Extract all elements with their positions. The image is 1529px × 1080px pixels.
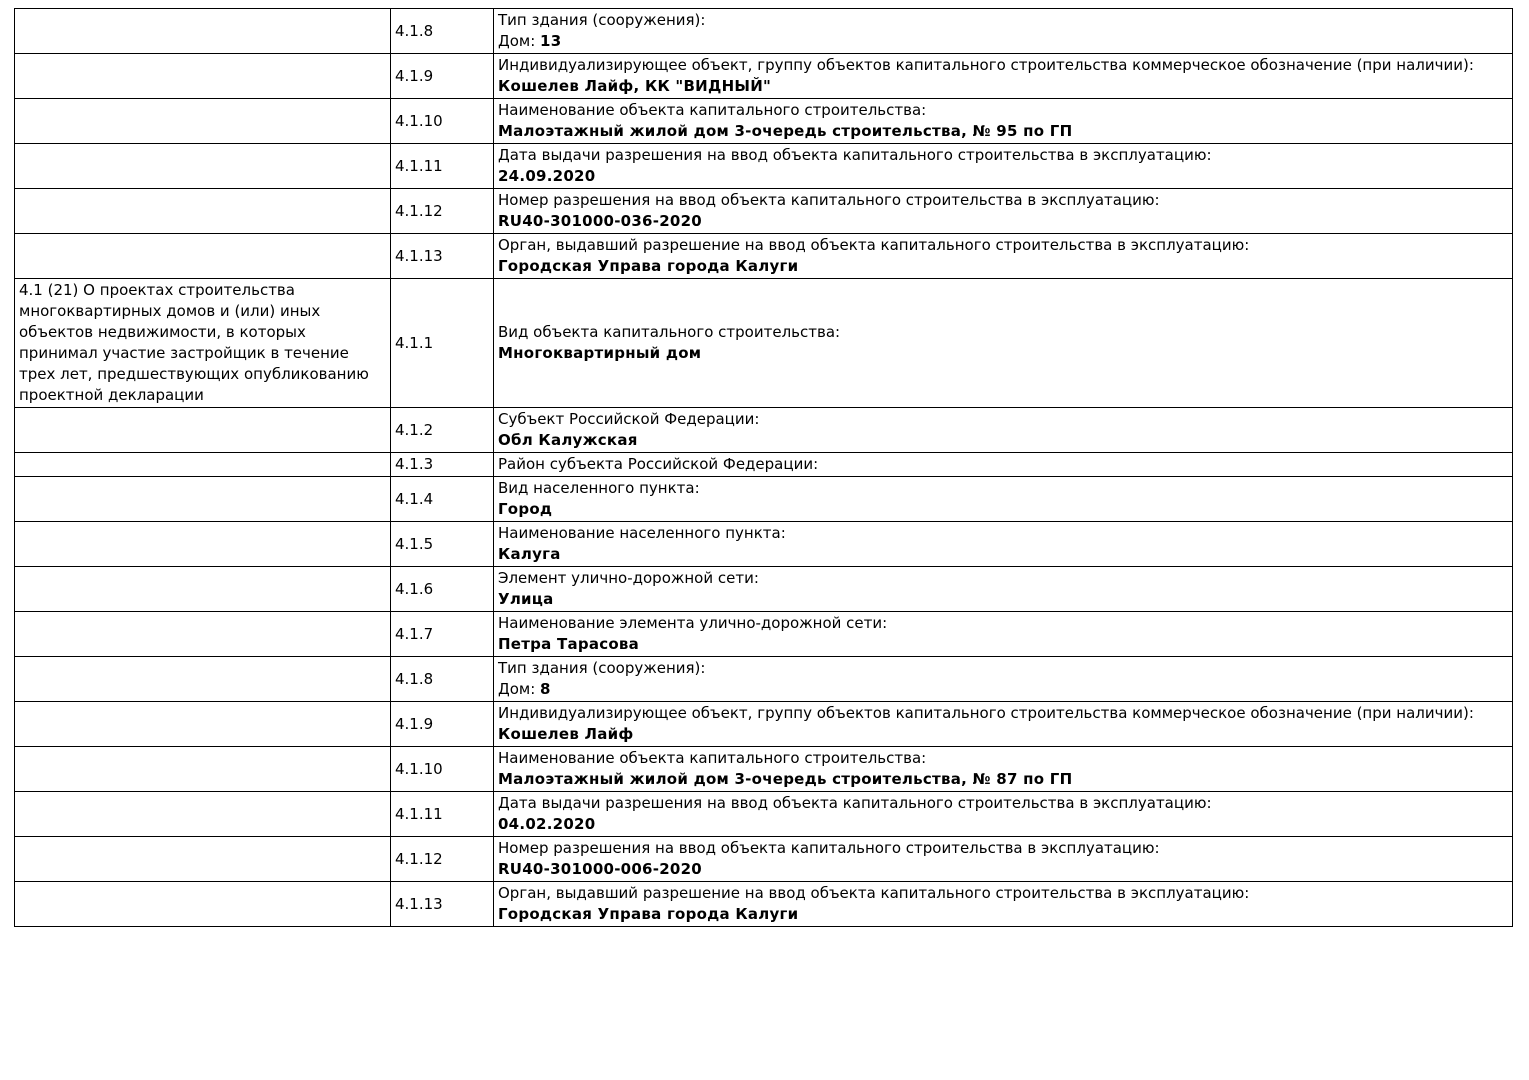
declaration-table	[14, 8, 1513, 927]
item-number-cell	[391, 612, 494, 657]
field-value: Улица	[498, 590, 554, 608]
item-number: 4.1.6	[395, 579, 434, 598]
section-cell	[15, 9, 391, 54]
field-value-line	[498, 76, 1508, 97]
field-value: Обл Калужская	[498, 431, 638, 449]
field-cell	[494, 453, 1513, 477]
table-row	[15, 612, 1513, 657]
table-row	[15, 702, 1513, 747]
item-number-cell	[391, 657, 494, 702]
field-label: Номер разрешения на ввод объекта капитального строительства в эксплуатацию:	[498, 839, 1160, 857]
field-label: Вид населенного пункта:	[498, 479, 700, 497]
field-cell	[494, 54, 1513, 99]
field-label: Наименование населенного пункта:	[498, 524, 786, 542]
item-number: 4.1.10	[395, 759, 443, 778]
item-number-cell	[391, 279, 494, 408]
item-number-cell	[391, 747, 494, 792]
field-cell	[494, 189, 1513, 234]
field-value: Городская Управа города Калуги	[498, 257, 799, 275]
item-number-cell	[391, 9, 494, 54]
item-number-cell	[391, 408, 494, 453]
field-cell	[494, 99, 1513, 144]
section-cell	[15, 189, 391, 234]
table-row	[15, 234, 1513, 279]
section-label: 4.1 (21) О проектах строительства многоквартирных домов и (или) иных объектов недвижимости, в которых принимал участие застройщик в течение трех лет, предшествующих опубликованию проектной декларации	[19, 281, 369, 404]
section-cell	[15, 837, 391, 882]
field-value: Кошелев Лайф, КК "ВИДНЫЙ"	[498, 77, 772, 95]
item-number-cell	[391, 234, 494, 279]
section-cell	[15, 144, 391, 189]
item-number: 4.1.7	[395, 624, 434, 643]
section-cell	[15, 477, 391, 522]
field-value: Калуга	[498, 545, 561, 563]
table-row	[15, 657, 1513, 702]
field-value: Малоэтажный жилой дом 3-очередь строительства, № 95 по ГП	[498, 122, 1073, 140]
item-number-cell	[391, 567, 494, 612]
field-value: Город	[498, 500, 553, 518]
table-row	[15, 189, 1513, 234]
section-cell	[15, 54, 391, 99]
item-number-cell	[391, 522, 494, 567]
field-cell	[494, 9, 1513, 54]
table-row	[15, 54, 1513, 99]
field-value-line	[498, 499, 1508, 520]
field-label: Тип здания (сооружения):	[498, 11, 706, 29]
section-cell	[15, 453, 391, 477]
field-value-line	[498, 769, 1508, 790]
field-value-line	[498, 256, 1508, 277]
item-number-cell	[391, 54, 494, 99]
item-number: 4.1.2	[395, 420, 434, 439]
field-value-line	[498, 31, 1508, 52]
table-row	[15, 477, 1513, 522]
field-cell	[494, 279, 1513, 408]
field-cell	[494, 837, 1513, 882]
field-label: Наименование элемента улично-дорожной сети:	[498, 614, 888, 632]
field-value: 13	[540, 32, 562, 50]
item-number: 4.1.9	[395, 66, 434, 85]
item-number: 4.1.11	[395, 156, 443, 175]
field-value: RU40-301000-036-2020	[498, 212, 702, 230]
field-label: Наименование объекта капитального строительства:	[498, 749, 927, 767]
item-number: 4.1.3	[395, 455, 434, 473]
section-cell	[15, 882, 391, 927]
table-row	[15, 747, 1513, 792]
item-number-cell	[391, 882, 494, 927]
table-row	[15, 279, 1513, 408]
field-cell	[494, 522, 1513, 567]
field-value-line	[498, 904, 1508, 925]
field-cell	[494, 882, 1513, 927]
field-value-line	[498, 634, 1508, 655]
field-value-prefix: Дом:	[498, 32, 541, 50]
section-cell	[15, 702, 391, 747]
field-label: Индивидуализирующее объект, группу объектов капитального строительства коммерческое обозначение (при наличии):	[498, 704, 1474, 722]
item-number: 4.1.1	[395, 333, 434, 352]
field-cell	[494, 612, 1513, 657]
table-row	[15, 453, 1513, 477]
item-number-cell	[391, 99, 494, 144]
item-number-cell	[391, 453, 494, 477]
item-number: 4.1.10	[395, 111, 443, 130]
item-number: 4.1.12	[395, 849, 443, 868]
field-value: Петра Тарасова	[498, 635, 640, 653]
item-number: 4.1.8	[395, 21, 434, 40]
field-label: Дата выдачи разрешения на ввод объекта капитального строительства в эксплуатацию:	[498, 794, 1212, 812]
table-row	[15, 792, 1513, 837]
item-number: 4.1.13	[395, 894, 443, 913]
table-row	[15, 144, 1513, 189]
field-cell	[494, 234, 1513, 279]
field-label: Номер разрешения на ввод объекта капитального строительства в эксплуатацию:	[498, 191, 1160, 209]
item-number-cell	[391, 189, 494, 234]
field-value-line	[498, 343, 1508, 364]
field-value-line	[498, 166, 1508, 187]
field-value-line	[498, 679, 1508, 700]
field-value: Многоквартирный дом	[498, 344, 702, 362]
section-cell	[15, 612, 391, 657]
item-number: 4.1.9	[395, 714, 434, 733]
item-number: 4.1.4	[395, 489, 434, 508]
field-cell	[494, 657, 1513, 702]
declaration-table-body	[15, 9, 1513, 927]
field-label: Район субъекта Российской Федерации:	[498, 455, 819, 473]
section-cell	[15, 792, 391, 837]
section-cell	[15, 279, 391, 408]
table-row	[15, 408, 1513, 453]
item-number: 4.1.12	[395, 201, 443, 220]
field-cell	[494, 477, 1513, 522]
section-cell	[15, 657, 391, 702]
field-value-line	[498, 589, 1508, 610]
field-value: RU40-301000-006-2020	[498, 860, 702, 878]
field-cell	[494, 408, 1513, 453]
field-label: Элемент улично-дорожной сети:	[498, 569, 759, 587]
item-number: 4.1.13	[395, 246, 443, 265]
field-label: Тип здания (сооружения):	[498, 659, 706, 677]
field-value: 24.09.2020	[498, 167, 596, 185]
field-value-prefix: Дом:	[498, 680, 541, 698]
item-number-cell	[391, 144, 494, 189]
item-number: 4.1.8	[395, 669, 434, 688]
field-value-line	[498, 121, 1508, 142]
field-label: Дата выдачи разрешения на ввод объекта капитального строительства в эксплуатацию:	[498, 146, 1212, 164]
table-row	[15, 567, 1513, 612]
field-value: 04.02.2020	[498, 815, 596, 833]
section-cell	[15, 567, 391, 612]
field-label: Субъект Российской Федерации:	[498, 410, 760, 428]
section-cell	[15, 99, 391, 144]
item-number: 4.1.5	[395, 534, 434, 553]
field-label: Орган, выдавший разрешение на ввод объекта капитального строительства в эксплуатацию:	[498, 884, 1250, 902]
field-value-line	[498, 430, 1508, 451]
item-number-cell	[391, 477, 494, 522]
section-cell	[15, 747, 391, 792]
section-cell	[15, 522, 391, 567]
field-label: Вид объекта капитального строительства:	[498, 323, 841, 341]
field-value-line	[498, 544, 1508, 565]
section-cell	[15, 234, 391, 279]
field-value: Кошелев Лайф	[498, 725, 634, 743]
field-label: Индивидуализирующее объект, группу объектов капитального строительства коммерческое обозначение (при наличии):	[498, 56, 1474, 74]
table-row	[15, 99, 1513, 144]
item-number-cell	[391, 792, 494, 837]
field-cell	[494, 792, 1513, 837]
field-cell	[494, 567, 1513, 612]
field-cell	[494, 702, 1513, 747]
field-value-line	[498, 814, 1508, 835]
field-value: Малоэтажный жилой дом 3-очередь строительства, № 87 по ГП	[498, 770, 1073, 788]
field-cell	[494, 144, 1513, 189]
section-cell	[15, 408, 391, 453]
table-row	[15, 9, 1513, 54]
field-value-line	[498, 859, 1508, 880]
field-value: Городская Управа города Калуги	[498, 905, 799, 923]
table-row	[15, 522, 1513, 567]
field-value-line	[498, 211, 1508, 232]
item-number-cell	[391, 702, 494, 747]
field-label: Наименование объекта капитального строительства:	[498, 101, 927, 119]
field-value: 8	[540, 680, 551, 698]
field-label: Орган, выдавший разрешение на ввод объекта капитального строительства в эксплуатацию:	[498, 236, 1250, 254]
item-number-cell	[391, 837, 494, 882]
field-value-line	[498, 724, 1508, 745]
item-number: 4.1.11	[395, 804, 443, 823]
table-row	[15, 837, 1513, 882]
table-row	[15, 882, 1513, 927]
field-cell	[494, 747, 1513, 792]
